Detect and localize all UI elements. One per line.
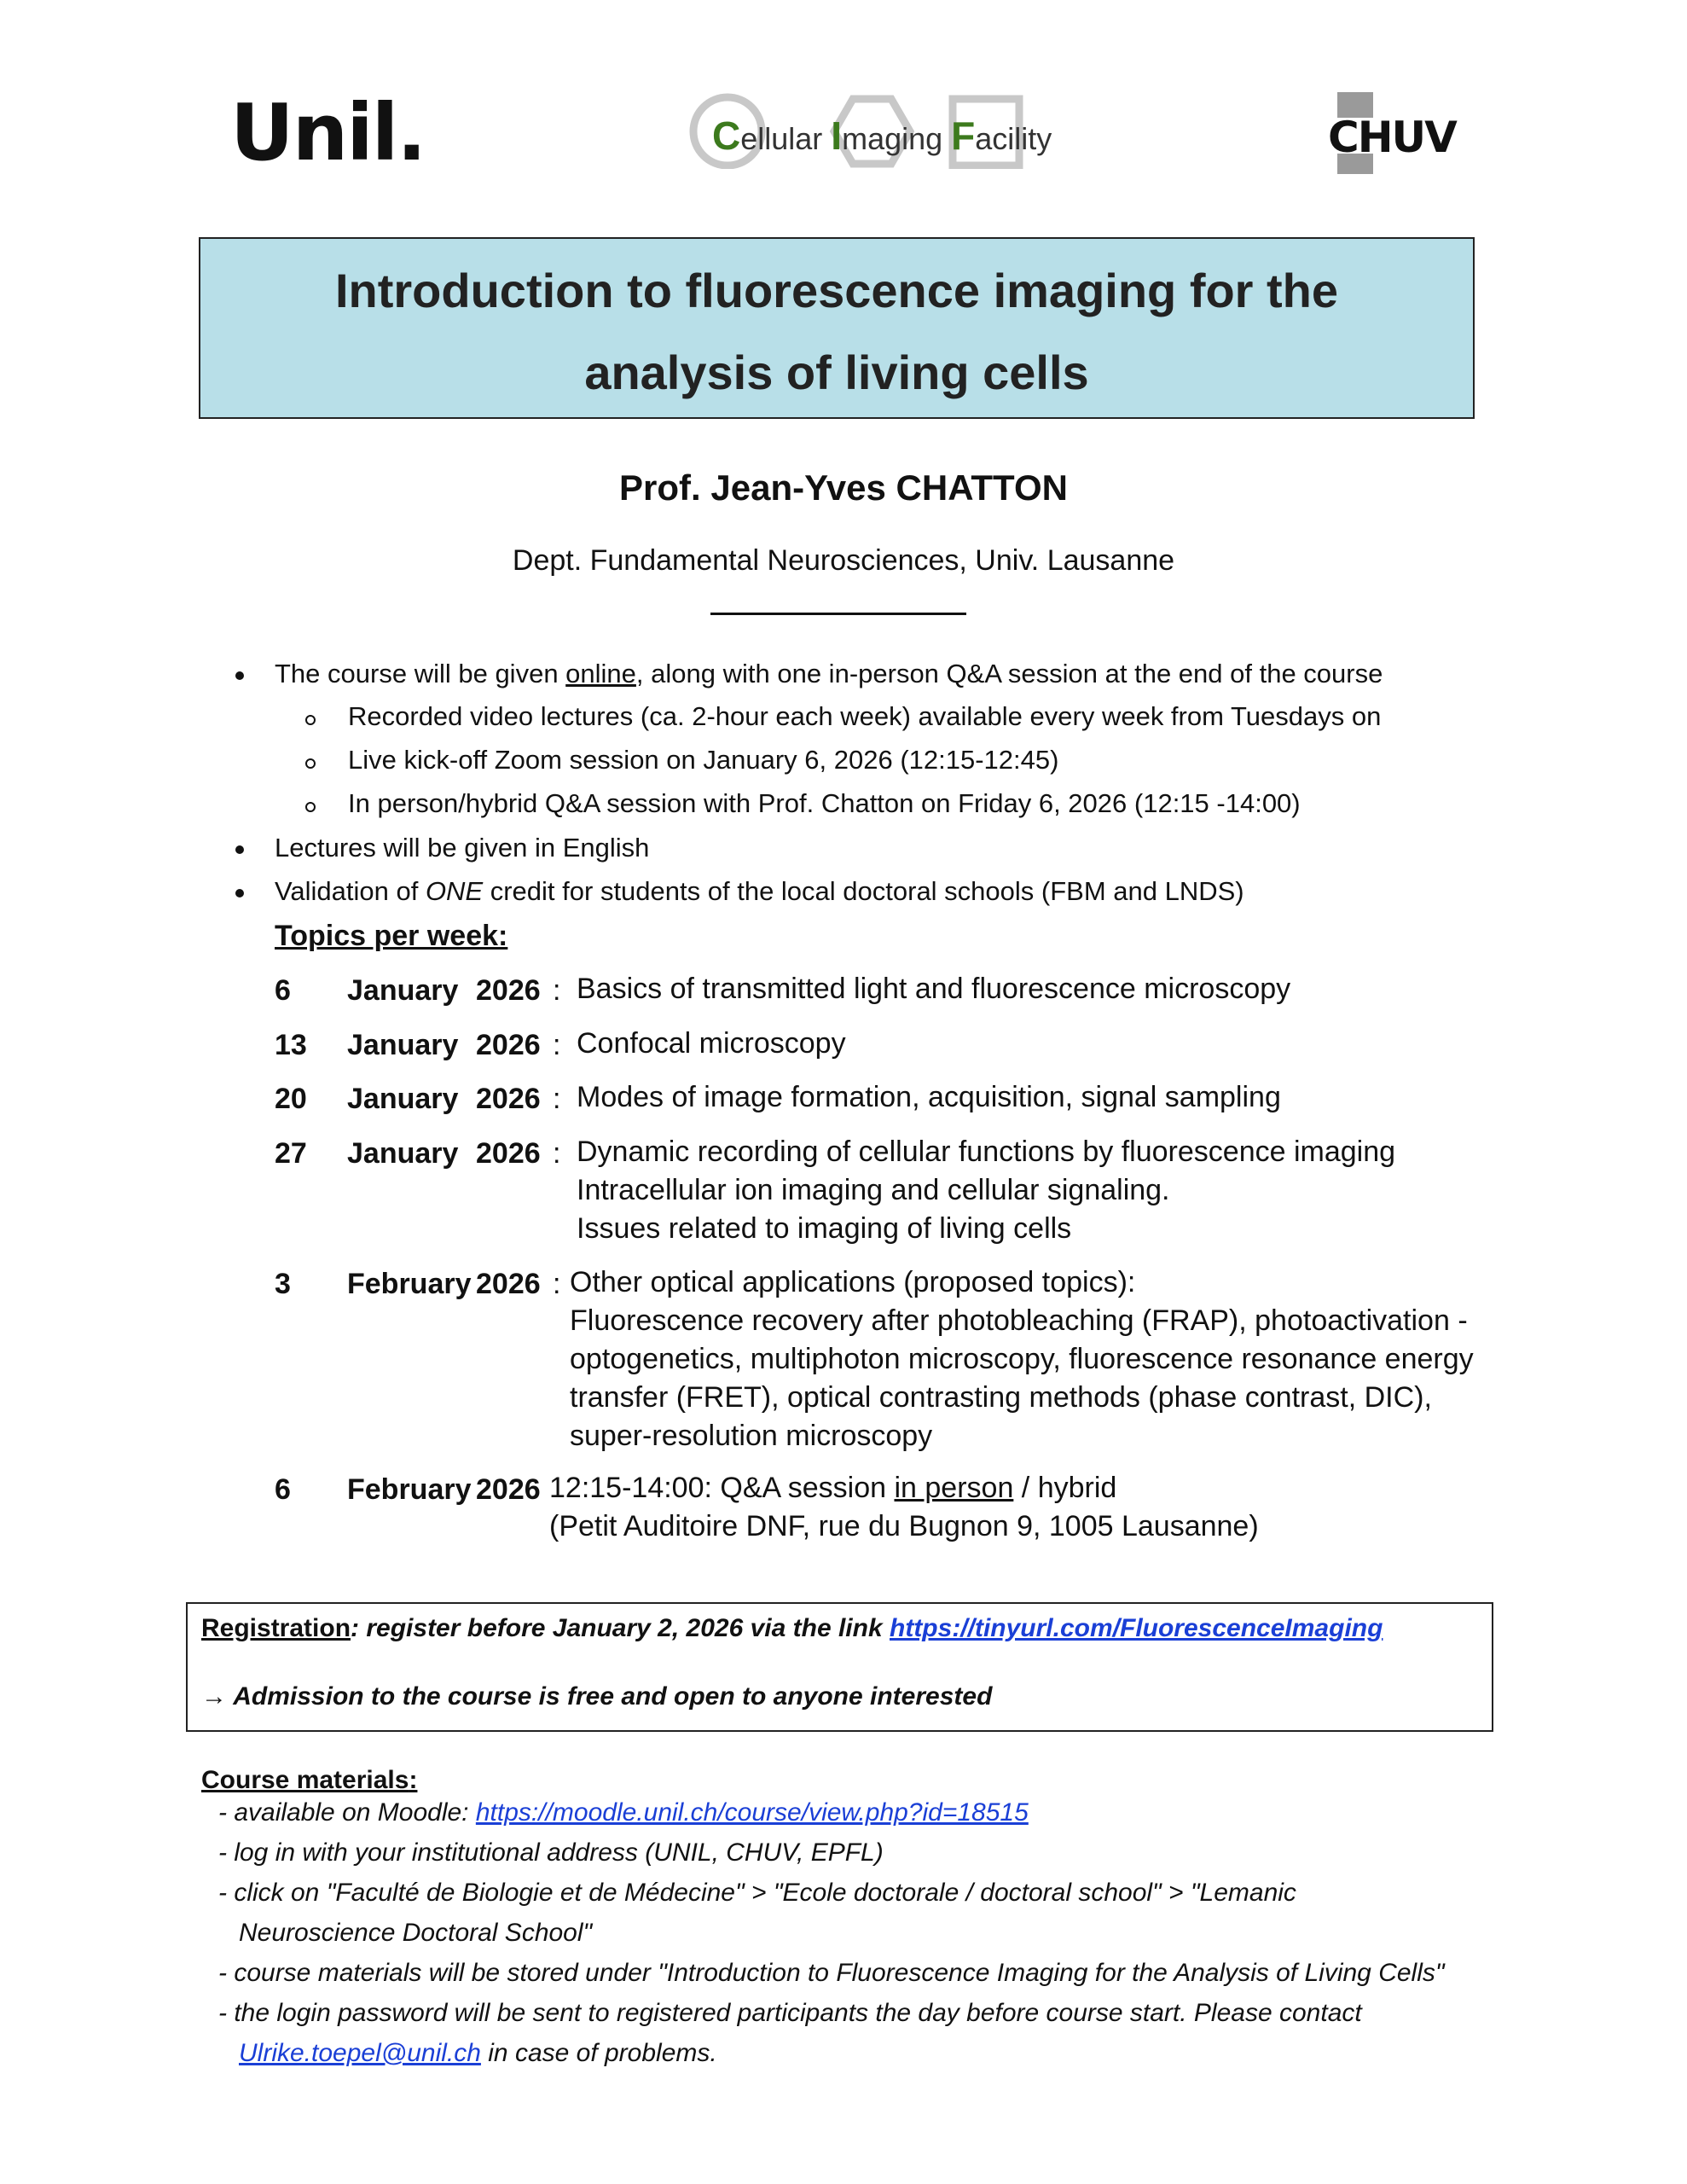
materials-click-path-cont: Neuroscience Doctoral School"	[239, 1919, 593, 1947]
materials-login: - log in with your institutional address (UNIL, CHUV, EPFL)	[218, 1838, 884, 1867]
info-credit: Validation of ONE credit for students of the local doctoral schools (FBM and LNDS)	[275, 876, 1244, 906]
course-title-line-2: analysis of living cells	[584, 346, 1089, 399]
registration-line: Registration: register before January 2, 2026 via the link https://tinyurl.com/FluorescenceImaging	[201, 1614, 1383, 1642]
info-online: The course will be given online, along with one in-person Q&A session at the end of the course	[275, 659, 1383, 688]
department: Dept. Fundamental Neurosciences, Univ. Lausanne	[512, 544, 1175, 577]
cif-wordmark: Cellular Imaging Facility	[712, 113, 1052, 158]
week-topic: 12:15-14:00: Q&A session in person / hybrid (Petit Auditoire DNF, rue du Bugnon 9, 1005 Lausanne)	[549, 1472, 1259, 1542]
materials-password: - the login password will be sent to registered participants the day before course start. Please contact	[218, 1999, 1362, 2027]
week-topic: Dynamic recording of cellular functions by fluorescence imaging Intracellular ion imaging and cellular signaling. Issues related to imaging of living cells	[577, 1136, 1396, 1245]
week-topic: Other optical applications (proposed topics): Fluorescence recovery after photobleaching (FRAP), photoactivation - optogenetics, multiphoton microscopy, fluorescence resonance energy transfer (FRET), optical contrasting methods (phase contrast, DIC), super-resolution microscopy	[570, 1266, 1474, 1452]
info-language: Lectures will be given in English	[275, 833, 650, 863]
course-title-line-1: Introduction to fluorescence imaging for the	[334, 264, 1339, 317]
course-title-box	[199, 237, 1475, 419]
cellular-imaging-facility-logo	[687, 92, 1070, 169]
chuv-logo-icon	[1326, 92, 1484, 174]
info-recorded-lectures: Recorded video lectures (ca. 2-hour each week) available every week from Tuesdays on	[348, 701, 1382, 731]
contact-email-link[interactable]: Ulrike.toepel@unil.ch	[239, 2039, 481, 2067]
divider	[710, 613, 966, 615]
bullet-icon	[235, 889, 244, 897]
topics-heading: Topics per week:	[275, 920, 508, 952]
sub-bullet-icon	[305, 802, 316, 812]
speaker-name: Prof. Jean-Yves CHATTON	[619, 468, 1068, 508]
registration-box	[186, 1602, 1493, 1732]
bullet-icon	[235, 671, 244, 680]
info-qa-session: In person/hybrid Q&A session with Prof. Chatton on Friday 6, 2026 (12:15 -14:00)	[348, 788, 1301, 818]
bullet-icon	[235, 845, 244, 854]
week-topic: Modes of image formation, acquisition, signal sampling	[577, 1081, 1281, 1113]
unil-logo: Unil.	[230, 87, 426, 178]
materials-storage: - course materials will be stored under "Introduction to Fluorescence Imaging for the Analysis of Living Cells"	[218, 1959, 1445, 1987]
materials-moodle: - available on Moodle: https://moodle.unil.ch/course/view.php?id=18515	[218, 1798, 1029, 1827]
chuv-logo	[1326, 92, 1484, 174]
registration-link[interactable]: https://tinyurl.com/FluorescenceImaging	[890, 1614, 1383, 1642]
materials-click-path: - click on "Faculté de Biologie et de Médecine" > "Ecole doctorale / doctoral school" > "Lemanic	[218, 1879, 1296, 1907]
arrow-right-icon: →	[201, 1682, 227, 1711]
moodle-link[interactable]: https://moodle.unil.ch/course/view.php?id=18515	[475, 1798, 1029, 1827]
sub-bullet-icon	[305, 715, 316, 725]
info-kickoff: Live kick-off Zoom session on January 6, 2026 (12:15-12:45)	[348, 745, 1059, 775]
admission-line: → Admission to the course is free and open to anyone interested	[201, 1682, 993, 1711]
week-topic: Basics of transmitted light and fluorescence microscopy	[577, 973, 1291, 1005]
materials-heading: Course materials:	[201, 1766, 418, 1794]
sub-bullet-icon	[305, 758, 316, 769]
materials-contact: Ulrike.toepel@unil.ch in case of problems.	[239, 2039, 717, 2067]
svg-text:CHUV: CHUV	[1328, 113, 1456, 162]
week-topic: Confocal microscopy	[577, 1027, 846, 1060]
